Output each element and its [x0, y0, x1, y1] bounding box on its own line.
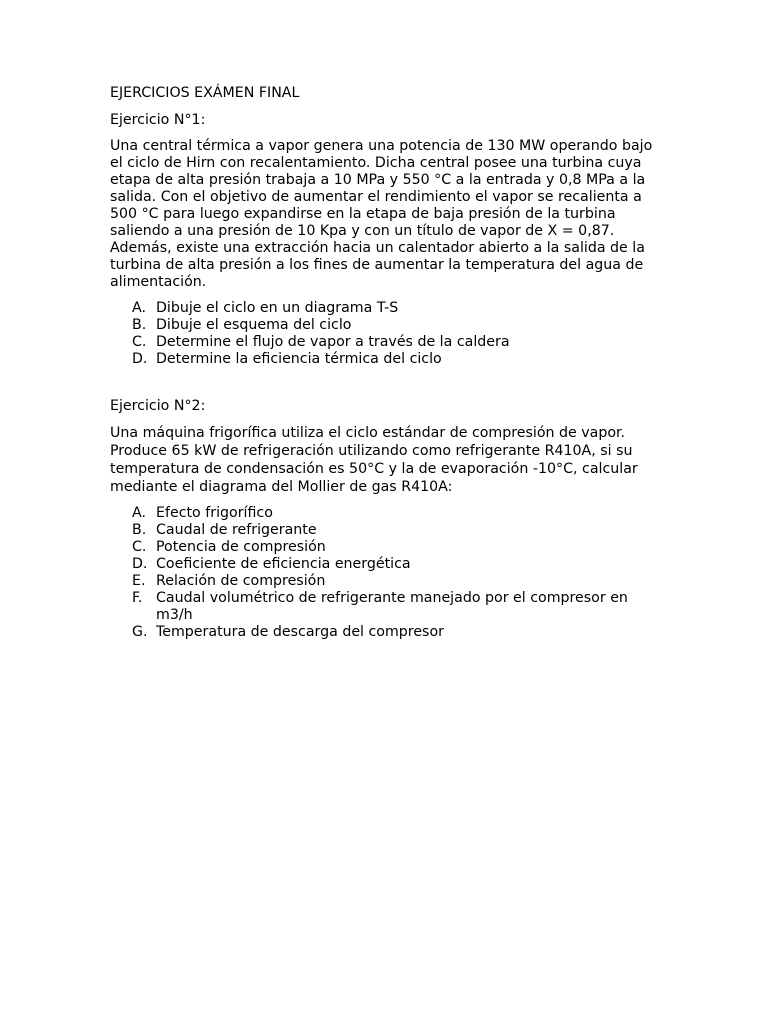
list-item [110, 351, 658, 368]
list-item [110, 539, 658, 556]
list-marker: C. [132, 334, 147, 350]
list-item-text: Dibuje el ciclo en un diagrama T-S [156, 300, 399, 316]
list-marker: C. [132, 539, 147, 555]
list-item [110, 573, 658, 590]
list-marker: A. [132, 300, 146, 316]
list-item-text: Determine el flujo de vapor a través de la caldera [156, 334, 510, 350]
list-item-text: Efecto frigorífico [156, 505, 273, 521]
exercise-1-heading: Ejercicio N°1: [110, 112, 206, 128]
list-item [110, 556, 658, 573]
exercise-2-paragraph: Una máquina frigorífica utiliza el ciclo estándar de compresión de vapor. Produce 65 kW de refrigeración utilizando como refrigerante R410A, si su temperatura de condensación es 50°C y la de evaporación -10°C, calcular mediante el diagrama del Mollier de gas R410A: [110, 425, 638, 495]
document-title: EJERCICIOS EXÁMEN FINAL [110, 85, 300, 101]
list-item [110, 624, 658, 641]
exercise-2-list [110, 505, 658, 641]
list-item-text: Potencia de compresión [156, 539, 326, 555]
list-marker: E. [132, 573, 146, 589]
list-marker: B. [132, 317, 147, 333]
section-spacer [110, 368, 658, 398]
document-body [110, 85, 658, 641]
list-marker: B. [132, 522, 147, 538]
exercise-2-heading: Ejercicio N°2: [110, 398, 206, 414]
list-item [110, 317, 658, 334]
list-item [110, 300, 658, 317]
list-item-text: Determine la eficiencia térmica del ciclo [156, 351, 442, 367]
list-item [110, 505, 658, 522]
list-marker: F. [132, 590, 143, 606]
list-marker: A. [132, 505, 146, 521]
list-item-text: Coeficiente de eficiencia energética [156, 556, 411, 572]
exercise-1-paragraph: Una central térmica a vapor genera una potencia de 130 MW operando bajo el ciclo de Hirn con recalentamiento. Dicha central posee una turbina cuya etapa de alta presión trabaja a 10 MPa y 550 °C a la entrada y 0,8 MPa a la salida. Con el objetivo de aumentar el rendimiento el vapor se recalienta a 500 °C para luego expandirse en la etapa de baja presión de la turbina saliendo a una presión de 10 Kpa y con un título de vapor de X = 0,87. Además, existe una extracción hacia un calentador abierto a la salida de la turbina de alta presión a los fines de aumentar la temperatura del agua de alimentación. [110, 138, 653, 290]
list-item [110, 590, 658, 624]
list-item-text: Caudal de refrigerante [156, 522, 317, 538]
list-marker: G. [132, 624, 148, 640]
list-item-text: Relación de compresión [156, 573, 326, 589]
exercise-1-list [110, 300, 658, 368]
list-item [110, 522, 658, 539]
list-item-text: Dibuje el esquema del ciclo [156, 317, 352, 333]
list-item-text: Temperatura de descarga del compresor [156, 624, 444, 640]
list-marker: D. [132, 556, 148, 572]
list-marker: D. [132, 351, 148, 367]
list-item [110, 334, 658, 351]
list-item-text: Caudal volumétrico de refrigerante manejado por el compresor en m3/h [156, 590, 628, 623]
